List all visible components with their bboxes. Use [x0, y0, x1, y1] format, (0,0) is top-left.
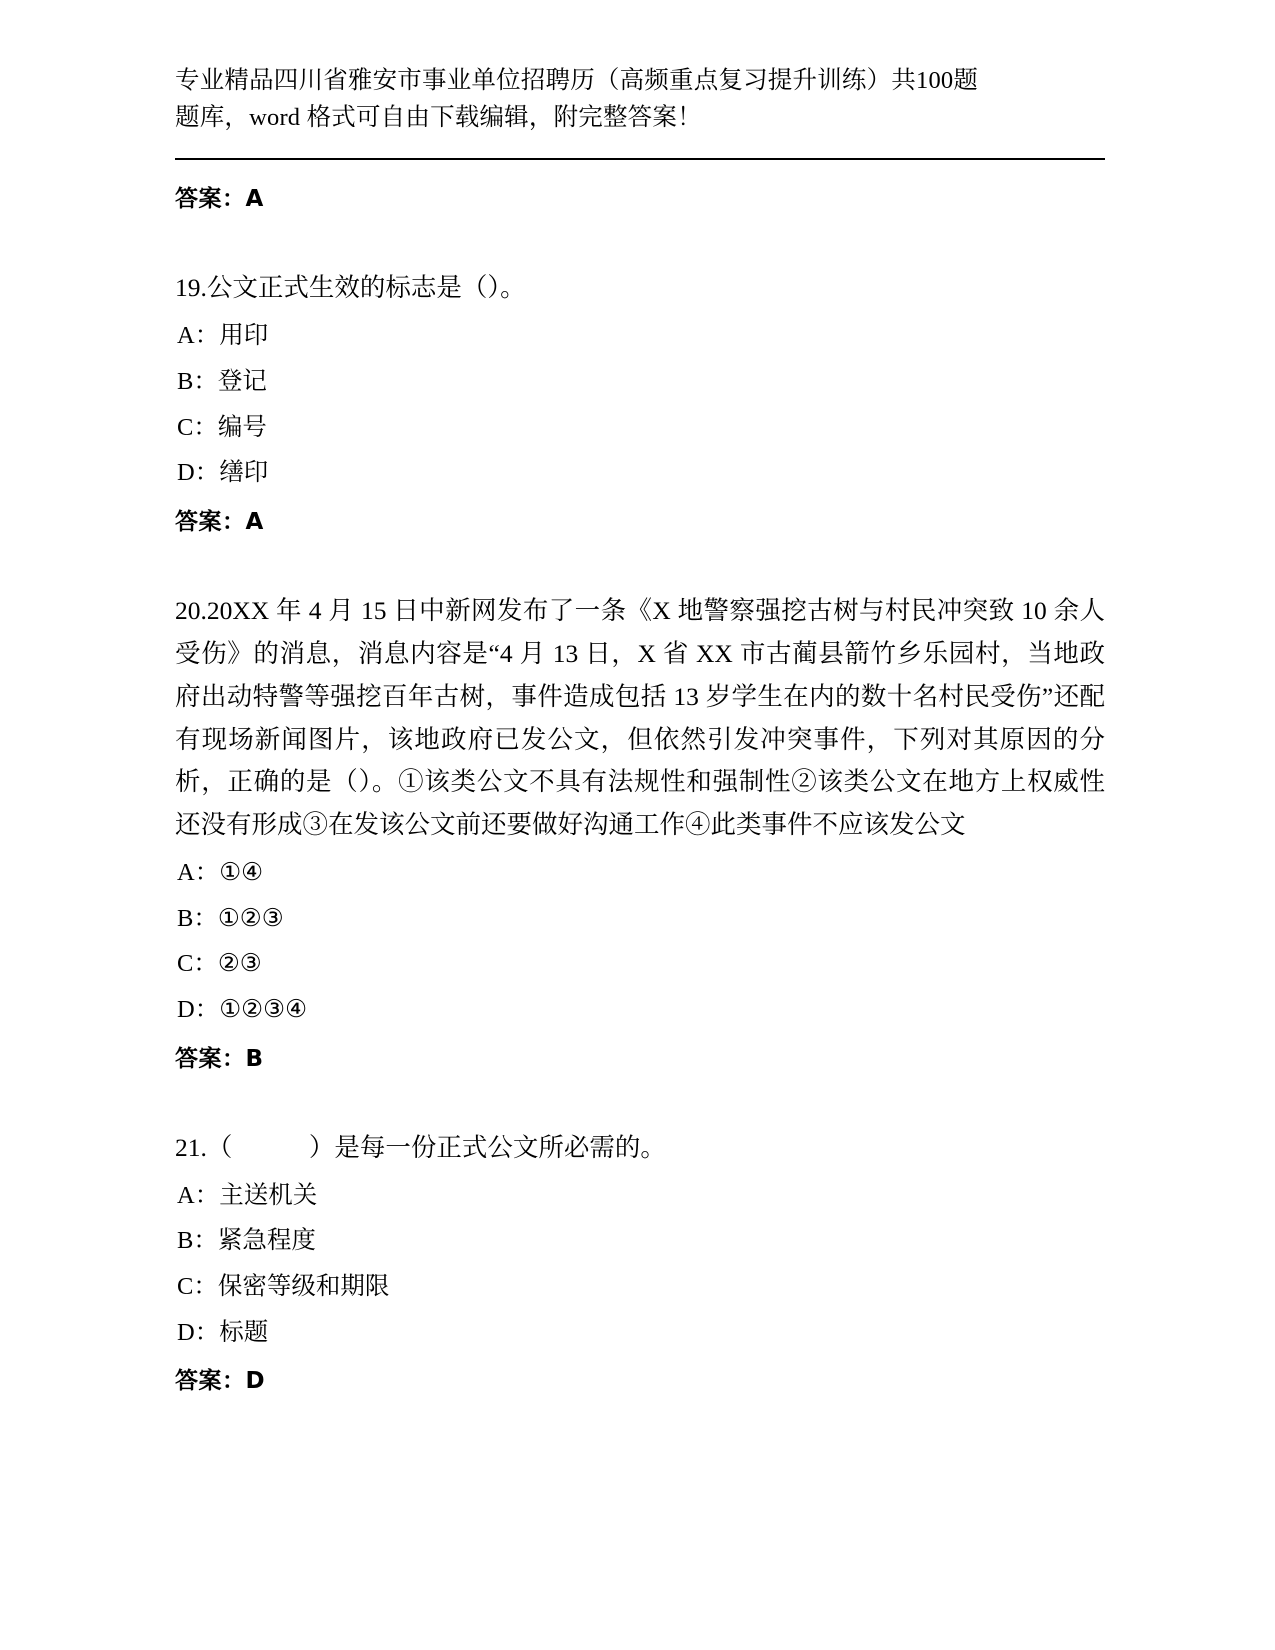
option-20-d-label: D：	[177, 996, 220, 1024]
question-number-21: 21.	[175, 1132, 207, 1162]
option-20-d-text: ①②③④	[219, 996, 308, 1024]
option-21-a-text: 主送机关	[219, 1181, 318, 1209]
option-20-c	[175, 944, 1105, 984]
option-21-b	[175, 1221, 1105, 1261]
option-19-b-label: B：	[177, 367, 218, 395]
header-divider	[175, 158, 1105, 160]
option-21-d-text: 标题	[219, 1318, 269, 1346]
option-20-b-label: B：	[177, 904, 218, 932]
question-number-19: 19.	[175, 273, 207, 303]
option-19-a-label: A：	[177, 322, 220, 350]
header-line-1: 专业精品四川省雅安市事业单位招聘历（高频重点复习提升训练）共100题	[175, 67, 979, 94]
option-19-b	[175, 362, 1105, 402]
answer-line-21: 答案：D	[175, 1368, 266, 1395]
option-20-a	[175, 853, 1105, 893]
option-20-c-text: ②③	[217, 950, 262, 978]
option-19-a	[175, 316, 1105, 356]
document-body	[175, 180, 1105, 1395]
question-text-21: （ ）是每一份正式公文所必需的。	[206, 1132, 666, 1162]
option-21-a	[175, 1176, 1105, 1216]
question-stem-19	[175, 267, 1105, 310]
option-21-c	[175, 1267, 1105, 1307]
option-19-a-text: 用印	[219, 322, 269, 350]
option-19-d-label: D：	[177, 459, 220, 487]
option-20-a-text: ①④	[219, 859, 264, 887]
question-stem-20	[175, 590, 1105, 847]
option-19-c-label: C：	[177, 413, 218, 441]
option-21-b-text: 紧急程度	[217, 1227, 316, 1255]
question-block-20	[175, 590, 1105, 1073]
question-text-19: 公文正式生效的标志是（）。	[206, 273, 526, 303]
answer-line-top: 答案：A	[175, 186, 264, 213]
option-19-c-text: 编号	[217, 413, 267, 441]
question-block-19	[175, 267, 1105, 536]
option-19-b-text: 登记	[217, 367, 267, 395]
option-21-b-label: B：	[177, 1227, 218, 1255]
option-21-d-label: D：	[177, 1318, 220, 1346]
question-stem-21	[175, 1127, 1105, 1170]
option-21-d	[175, 1313, 1105, 1353]
header-line-2: 题库，word 格式可自由下载编辑，附完整答案！	[175, 104, 702, 132]
option-20-b	[175, 899, 1105, 939]
document-header	[175, 62, 1105, 136]
option-20-c-label: C：	[177, 950, 218, 978]
option-20-a-label: A：	[177, 859, 220, 887]
option-20-d	[175, 990, 1105, 1030]
option-20-b-text: ①②③	[217, 904, 284, 932]
option-19-d	[175, 453, 1105, 493]
option-19-d-text: 缮印	[219, 459, 269, 487]
option-19-c	[175, 408, 1105, 448]
option-21-c-text: 保密等级和期限	[217, 1272, 390, 1300]
answer-line-20: 答案：B	[175, 1045, 264, 1072]
option-21-a-label: A：	[177, 1181, 220, 1209]
option-21-c-label: C：	[177, 1272, 218, 1300]
answer-line-19: 答案：A	[175, 509, 264, 536]
question-text-20: 20XX 年 4 月 15 日中新网发布了一条《X 地警察强挖古树与村民冲突致 10 余人受伤》的消息，消息内容是“4 月 13 日，X 省 XX 市古蔺县箭竹乡乐园村，当地政府出动特警等强挖百年古树，事件造成包括 13 岁学生在内的数十名村民受伤”还配有现场新闻图片，该地政府已发公文，但依然引发冲突事件，下列对其原因的分析，正确的是（）。①该类公文不具有法规性和强制性②该类公文在地方上权威性还没有形成③在发该公文前还要做好沟通工作④此类事件不应该发公文	[175, 596, 1105, 840]
question-block-21	[175, 1127, 1105, 1396]
question-number-20: 20.	[175, 596, 207, 626]
